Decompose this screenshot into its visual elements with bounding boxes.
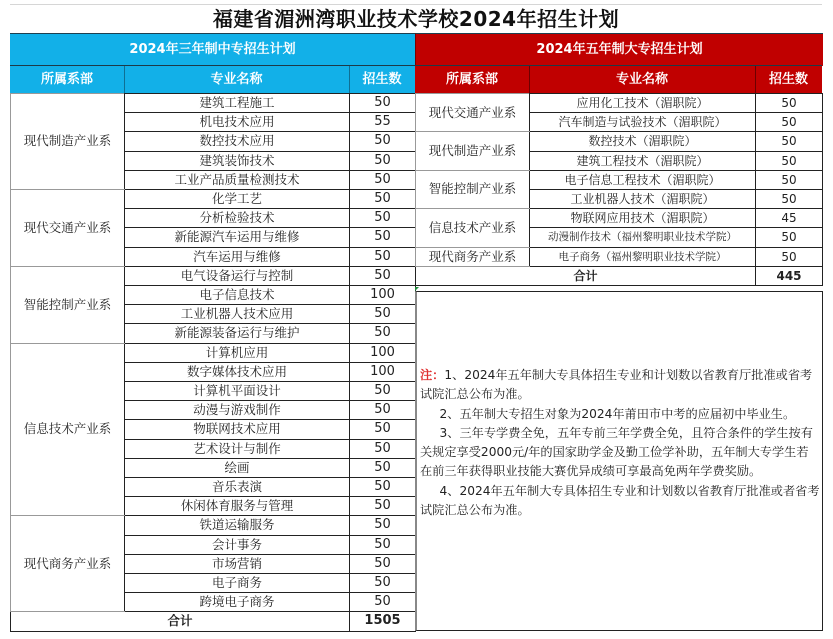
notes-text [420,366,820,520]
major-cell: 跨境电子商务 [125,593,350,612]
major-cell: 应用化工技术（湄职院） [530,94,756,113]
count-cell: 50 [350,554,416,573]
table-row [11,343,416,362]
major-cell: 建筑工程技术（湄职院） [530,151,756,170]
right-column-header [415,65,822,94]
major-cell: 化学工艺 [125,190,350,209]
note-item-4: 4、2024年五年制大专具体招生专业和计划数以省教育厅批准或者省考试院汇总公布为准。 [420,483,820,518]
count-cell: 50 [350,170,416,189]
major-cell: 铁道运输服务 [125,516,350,535]
dept-cell: 现代商务产业系 [416,247,530,266]
count-cell: 50 [756,132,823,151]
total-value: 445 [756,266,823,285]
count-cell: 50 [350,516,416,535]
count-cell: 50 [350,228,416,247]
major-cell: 数控技术（湄职院） [530,132,756,151]
count-cell: 50 [350,458,416,477]
major-cell: 动漫制作技术（福州黎明职业技术学院） [530,228,756,247]
total-row [11,612,416,631]
count-cell: 100 [350,362,416,381]
count-cell: 100 [350,286,416,305]
major-cell: 计算机应用 [125,343,350,362]
count-cell: 50 [350,401,416,420]
count-cell: 50 [756,247,823,266]
major-cell: 工业产品质量检测技术 [125,170,350,189]
table-row [416,132,823,151]
table-row [416,94,823,113]
major-cell: 绘画 [125,458,350,477]
count-cell: 50 [350,439,416,458]
column-header-dept: 所属系部 [415,66,530,93]
count-cell: 50 [350,420,416,439]
column-header-major: 专业名称 [529,66,756,93]
notes-box [415,291,823,631]
table-row [11,190,416,209]
major-cell: 艺术设计与制作 [125,439,350,458]
count-cell: 50 [350,247,416,266]
count-cell: 50 [350,324,416,343]
page-title: 福建省湄洲湾职业技术学校2024年招生计划 [10,4,822,34]
major-cell: 物联网应用技术（湄职院） [530,209,756,228]
dept-cell: 现代制造产业系 [11,94,125,190]
table-row [11,516,416,535]
total-row [416,266,823,285]
major-cell: 工业机器人技术应用 [125,305,350,324]
count-cell: 50 [756,228,823,247]
count-cell: 50 [756,94,823,113]
count-cell: 45 [756,209,823,228]
major-cell: 市场营销 [125,554,350,573]
major-cell: 汽车运用与维修 [125,247,350,266]
note-item-2: 2、五年制大专招生对象为2024年莆田市中考的应届初中毕业生。 [439,406,796,421]
count-cell: 50 [350,497,416,516]
major-cell: 电子商务 [125,574,350,593]
count-cell: 50 [350,266,416,285]
column-header-major: 专业名称 [124,66,350,93]
major-cell: 电子商务（福州黎明职业技术学院） [530,247,756,266]
dept-cell: 现代交通产业系 [416,94,530,132]
count-cell: 50 [350,478,416,497]
major-cell: 汽车制造与试验技术（湄职院） [530,113,756,132]
major-cell: 数字媒体技术应用 [125,362,350,381]
count-cell: 50 [350,535,416,554]
major-cell: 数控技术应用 [125,132,350,151]
count-cell: 50 [350,132,416,151]
dept-cell: 智能控制产业系 [416,170,530,208]
count-cell: 55 [350,113,416,132]
major-cell: 动漫与游戏制作 [125,401,350,420]
note-item-3: 3、三年专学费全免，五年专前三年学费全免，且符合条件的学生按有关规定享受2000元/年的国家助学金及勤工俭学补助，五年制大专学生若在前三年获得职业技能大赛优异成绩可享最高免两年学费奖励。 [420,425,813,479]
count-cell: 50 [350,305,416,324]
count-cell: 50 [756,170,823,189]
column-header-count: 招生数 [768,72,808,87]
dept-cell: 信息技术产业系 [416,209,530,247]
table-row [416,170,823,189]
dept-cell: 信息技术产业系 [11,343,125,516]
major-cell: 休闲体育服务与管理 [125,497,350,516]
major-cell: 电子信息技术 [125,286,350,305]
major-cell: 建筑工程施工 [125,94,350,113]
major-cell: 建筑装饰技术 [125,151,350,170]
major-cell: 会计事务 [125,535,350,554]
table-row [416,209,823,228]
count-cell: 50 [756,151,823,170]
dept-cell: 现代商务产业系 [11,516,125,612]
count-cell: 50 [756,113,823,132]
dept-cell: 现代交通产业系 [11,190,125,267]
note-label: 注： [420,368,445,382]
dept-cell: 现代制造产业系 [416,132,530,170]
major-cell: 工业机器人技术（湄职院） [530,190,756,209]
note-item-1: 注：1、2024年五年制大专具体招生专业和计划数以省教育厅批准或省考试院汇总公布为准。 [420,368,813,402]
count-cell: 50 [756,190,823,209]
left-column-header [10,65,415,94]
table-row [416,247,823,266]
table-row [11,266,416,285]
count-cell: 50 [350,574,416,593]
major-cell: 电子信息工程技术（湄职院） [530,170,756,189]
total-value: 1505 [350,612,416,631]
major-cell: 机电技术应用 [125,113,350,132]
right-section-heading: 2024年五年制大专招生计划 [415,33,823,66]
major-cell: 分析检验技术 [125,209,350,228]
major-cell: 新能源装备运行与维护 [125,324,350,343]
five-year-plan-table [415,93,823,286]
count-cell: 100 [350,343,416,362]
count-cell: 50 [350,382,416,401]
major-cell: 新能源汽车运用与维修 [125,228,350,247]
left-section-heading: 2024年三年制中专招生计划 [10,33,415,66]
column-header-count: 招生数 [362,72,402,87]
table-row [11,94,416,113]
count-cell: 50 [350,593,416,612]
column-header-dept: 所属系部 [10,66,125,93]
total-label: 合计 [416,266,756,285]
total-label: 合计 [11,612,350,631]
three-year-plan-table [10,93,416,632]
count-cell: 50 [350,94,416,113]
major-cell: 计算机平面设计 [125,382,350,401]
count-cell: 50 [350,190,416,209]
count-cell: 50 [350,151,416,170]
dept-cell: 智能控制产业系 [11,266,125,343]
count-cell: 50 [350,209,416,228]
major-cell: 音乐表演 [125,478,350,497]
major-cell: 电气设备运行与控制 [125,266,350,285]
major-cell: 物联网技术应用 [125,420,350,439]
